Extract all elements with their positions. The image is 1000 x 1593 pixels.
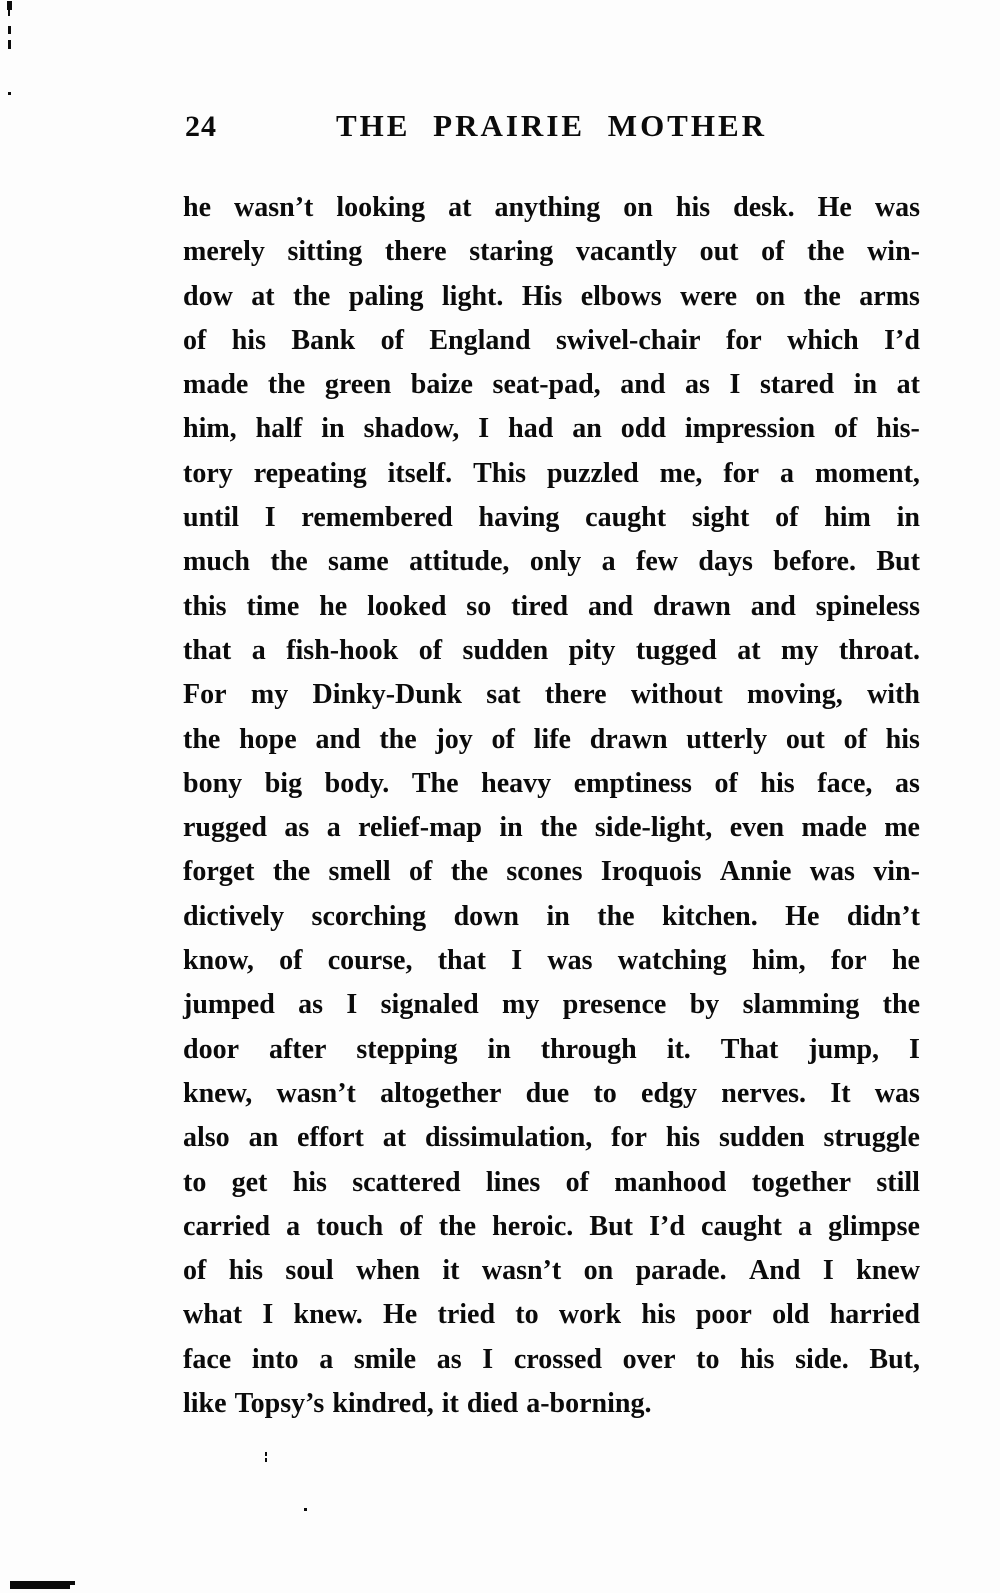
text-line: forget the smell of the scones Iroquois Annie was vin-: [183, 856, 920, 888]
text-line: For my Dinky-Dunk sat there without moving, with: [183, 679, 920, 711]
text-line: to get his scattered lines of manhood together still: [183, 1166, 920, 1198]
text-line: door after stepping in through it. That jump, I: [183, 1033, 920, 1065]
text-line: rugged as a relief-map in the side-light, even made me: [183, 812, 920, 844]
scan-speck: [8, 40, 11, 49]
text-line: knew, wasn’t altogether due to edgy nerves. It was: [183, 1077, 920, 1109]
scan-artifact-bar: [70, 1581, 75, 1585]
text-line: that a fish-hook of sudden pity tugged at my throat.: [183, 634, 920, 666]
scan-speck: [265, 1458, 267, 1462]
text-line: tory repeating itself. This puzzled me, for a moment,: [183, 457, 920, 489]
scan-speck: [8, 26, 11, 34]
body-text: [183, 186, 920, 1426]
text-line: what I knew. He tried to work his poor old harried: [183, 1299, 920, 1331]
text-line: jumped as I signaled my presence by slamming the: [183, 989, 920, 1021]
text-line: bony big body. The heavy emptiness of his face, as: [183, 767, 920, 799]
text-line: he wasn’t looking at anything on his desk. He was: [183, 192, 920, 223]
text-line: also an effort at dissimulation, for his sudden struggle: [183, 1122, 920, 1154]
text-line: merely sitting there staring vacantly out of the win-: [183, 236, 920, 268]
scan-speck: [8, 10, 10, 16]
text-line: dow at the paling light. His elbows were on the arms: [183, 280, 920, 312]
page-number: 24: [185, 110, 217, 143]
text-line: made the green baize seat-pad, and as I stared in at: [183, 369, 920, 401]
text-line: of his soul when it wasn’t on parade. And I knew: [183, 1255, 920, 1287]
text-line: until I remembered having caught sight of him in: [183, 502, 920, 534]
scan-speck: [304, 1508, 307, 1511]
scan-speck: [8, 92, 11, 95]
text-line: like Topsy’s kindred, it died a-borning.: [183, 1388, 652, 1420]
text-line: this time he looked so tired and drawn and spineless: [183, 590, 920, 622]
text-line: carried a touch of the heroic. But I’d caught a glimpse: [183, 1210, 920, 1242]
text-line: him, half in shadow, I had an odd impression of his-: [183, 413, 920, 445]
scan-speck: [7, 1, 12, 10]
text-line: of his Bank of England swivel-chair for which I’d: [183, 324, 920, 356]
text-line: face into a smile as I crossed over to his side. But,: [183, 1343, 920, 1375]
text-line: dictively scorching down in the kitchen. He didn’t: [183, 900, 920, 932]
running-header: [183, 108, 920, 150]
text-line: much the same attitude, only a few days before. But: [183, 546, 920, 578]
running-title: THE PRAIRIE MOTHER: [335, 108, 768, 143]
scan-artifact-bar: [10, 1581, 70, 1589]
text-line: know, of course, that I was watching him, for he: [183, 945, 920, 977]
scan-speck: [265, 1452, 267, 1456]
text-line: the hope and the joy of life drawn utterly out of his: [183, 723, 920, 755]
